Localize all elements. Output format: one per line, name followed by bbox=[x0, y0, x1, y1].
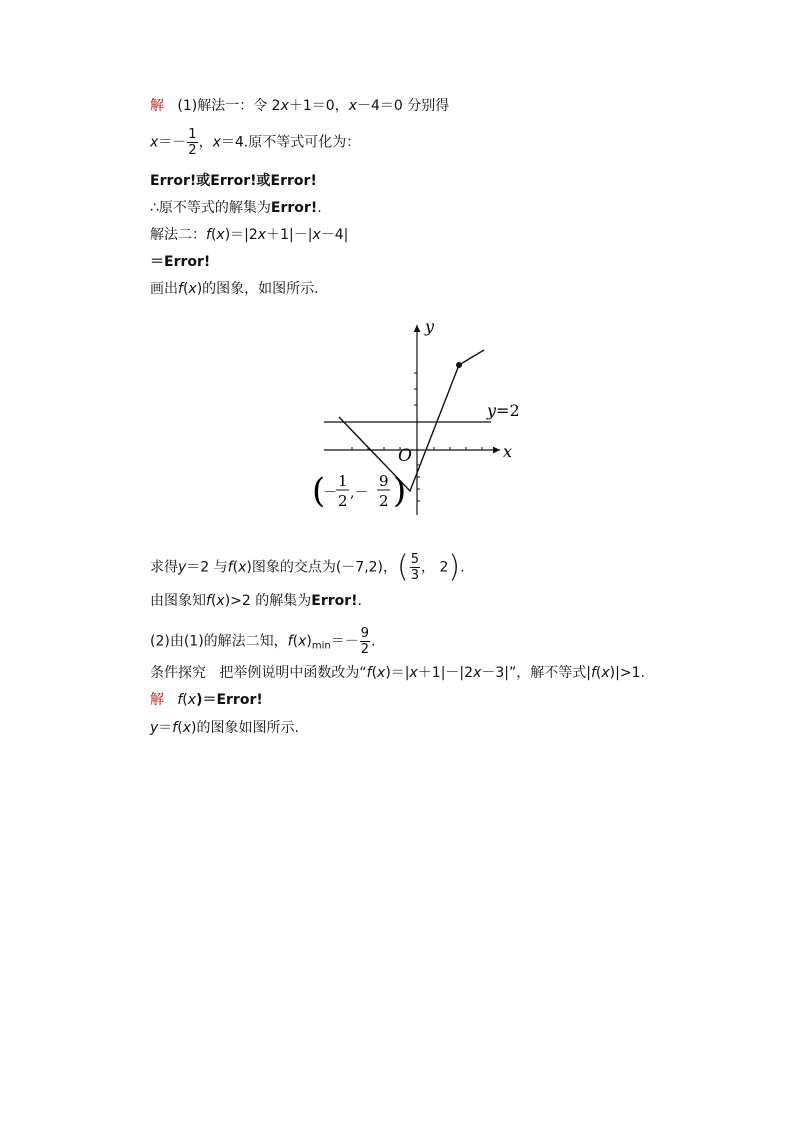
svg-text:): ) bbox=[393, 471, 407, 511]
var: f bbox=[177, 692, 183, 708]
var: x bbox=[473, 665, 482, 681]
solution-line-1 bbox=[150, 97, 449, 115]
svg-text:－: － bbox=[323, 485, 337, 501]
text: 画出 bbox=[150, 281, 178, 297]
text: ＋1|－| bbox=[266, 227, 313, 243]
text: ＝－ bbox=[330, 633, 359, 650]
var: f bbox=[287, 633, 293, 650]
svg-text:(: ( bbox=[312, 471, 326, 511]
axis-label-y: y bbox=[425, 317, 435, 336]
solution-line-5: 解法二：f(x)＝|2x＋1|－|x－4| bbox=[150, 227, 349, 243]
text: ＋1＝0， bbox=[288, 98, 349, 114]
svg-text:,－: ,－ bbox=[350, 485, 369, 501]
text: )>2 的解集为 bbox=[224, 593, 312, 609]
fraction bbox=[410, 552, 420, 583]
var: x bbox=[257, 227, 267, 243]
var: x bbox=[187, 692, 197, 708]
solution-line-7: 画出f(x)的图象，如图所示. bbox=[150, 281, 319, 297]
var: y bbox=[178, 559, 187, 576]
var: f bbox=[590, 665, 596, 681]
solution-label: 解 bbox=[150, 98, 164, 114]
function-graph-figure bbox=[298, 305, 530, 532]
var: x bbox=[216, 593, 225, 609]
fraction-denominator: 2 bbox=[188, 143, 197, 158]
fraction-numerator: 9 bbox=[360, 626, 369, 641]
var: x bbox=[377, 665, 386, 681]
var: f bbox=[227, 559, 233, 576]
origin-label: O bbox=[398, 446, 412, 466]
solution-line-10: (2)由(1)的解法二知，$f(x)_{min}=-$ $\frac{9}{2}$ . bbox=[150, 626, 376, 657]
var: x bbox=[298, 633, 307, 650]
var: x bbox=[212, 134, 221, 151]
error-text: Error! bbox=[270, 200, 318, 216]
text: ， bbox=[198, 134, 213, 151]
text: ＝4.原不等式可化为： bbox=[220, 134, 361, 151]
text: )图象的交点为(－7,2)， bbox=[246, 559, 398, 576]
text: (1)解法一：令 2 bbox=[177, 98, 281, 114]
var: x bbox=[216, 227, 225, 243]
solution-line-11: 条件探究 把举例说明中函数改为“f(x)＝|x＋1|－|2x－3|”，解不等式|f(x)|>1. bbox=[150, 665, 645, 681]
error-text: )＝Error! bbox=[196, 692, 263, 708]
var: x bbox=[238, 559, 247, 576]
text: 求得 bbox=[150, 559, 178, 576]
var: f bbox=[172, 720, 178, 736]
error-text: Error! bbox=[311, 593, 358, 609]
solution-line-6: ＝Error! bbox=[150, 254, 211, 270]
svg-text:1: 1 bbox=[338, 472, 348, 490]
solution-line-9: 由图象知f(x)>2 的解集为Error!. bbox=[150, 593, 362, 609]
text: . bbox=[317, 200, 322, 216]
var: x bbox=[312, 227, 321, 243]
var: f bbox=[206, 593, 211, 609]
text: －4| bbox=[320, 227, 349, 243]
solution-line-2 bbox=[150, 127, 360, 158]
function-graph bbox=[339, 350, 484, 491]
line-label: y=2 bbox=[487, 401, 520, 420]
var: x bbox=[280, 98, 289, 114]
solution-label: 解 bbox=[150, 692, 164, 708]
axis-label-x: x bbox=[503, 442, 513, 461]
fraction-denominator: 3 bbox=[410, 568, 420, 583]
fraction-numerator: 1 bbox=[188, 127, 197, 142]
fraction bbox=[187, 127, 197, 158]
text: －4＝0 分别得 bbox=[356, 98, 450, 114]
var: x bbox=[182, 720, 191, 736]
svg-text:2: 2 bbox=[379, 492, 389, 510]
fraction bbox=[360, 626, 370, 657]
svg-text:2: 2 bbox=[338, 492, 348, 510]
fraction-numerator: 5 bbox=[410, 552, 420, 567]
text: . bbox=[357, 593, 362, 609]
text: (2)由(1)的解法二知， bbox=[150, 633, 288, 650]
var: f bbox=[366, 665, 372, 681]
solution-line-4 bbox=[150, 199, 322, 217]
text: ) bbox=[306, 633, 312, 650]
var: f bbox=[206, 227, 211, 243]
var: x bbox=[409, 665, 418, 681]
graph-endpoint bbox=[456, 362, 462, 368]
min-point-label bbox=[312, 471, 406, 511]
var: x bbox=[348, 98, 357, 114]
subscript: min bbox=[311, 640, 331, 652]
solution-line-12: 解 f(x)＝Error! bbox=[150, 692, 263, 708]
text: ， 2 bbox=[421, 559, 449, 576]
text: )的图象，如图所示. bbox=[196, 281, 319, 297]
text: ＝2 与 bbox=[186, 559, 228, 576]
text: )的图象如图所示. bbox=[191, 720, 299, 736]
var: y bbox=[150, 720, 159, 736]
text: 把举例说明中函数改为“ bbox=[219, 665, 367, 681]
solution-line-8: 求得y＝2 与f(x)图象的交点为(－7,2)，( $\frac{5}{3}$ ， 2). bbox=[150, 549, 465, 585]
var: f bbox=[178, 281, 183, 297]
svg-text:9: 9 bbox=[379, 472, 389, 490]
text: . bbox=[370, 633, 376, 650]
text: )＝|2 bbox=[224, 227, 258, 243]
solution-line-13: y＝f(x)的图象如图所示. bbox=[150, 720, 299, 736]
text: －3|”，解不等式| bbox=[481, 665, 591, 681]
var: x bbox=[601, 665, 610, 681]
text: )＝| bbox=[385, 665, 410, 681]
text: . bbox=[460, 559, 465, 576]
section-label: 条件探究 bbox=[150, 665, 206, 681]
text: ＝－ bbox=[158, 134, 187, 151]
text: )|>1. bbox=[609, 665, 645, 681]
fraction-denominator: 2 bbox=[360, 642, 369, 657]
var: x bbox=[150, 134, 159, 151]
text: 由图象知 bbox=[150, 593, 206, 609]
solution-line-3: Error!或Error!或Error! bbox=[150, 173, 317, 189]
text: 解法二： bbox=[150, 227, 206, 243]
text: ∴原不等式的解集为 bbox=[150, 200, 271, 216]
text: ＝ bbox=[158, 720, 173, 736]
var: x bbox=[188, 281, 197, 297]
text: ＋1|－|2 bbox=[417, 665, 474, 681]
